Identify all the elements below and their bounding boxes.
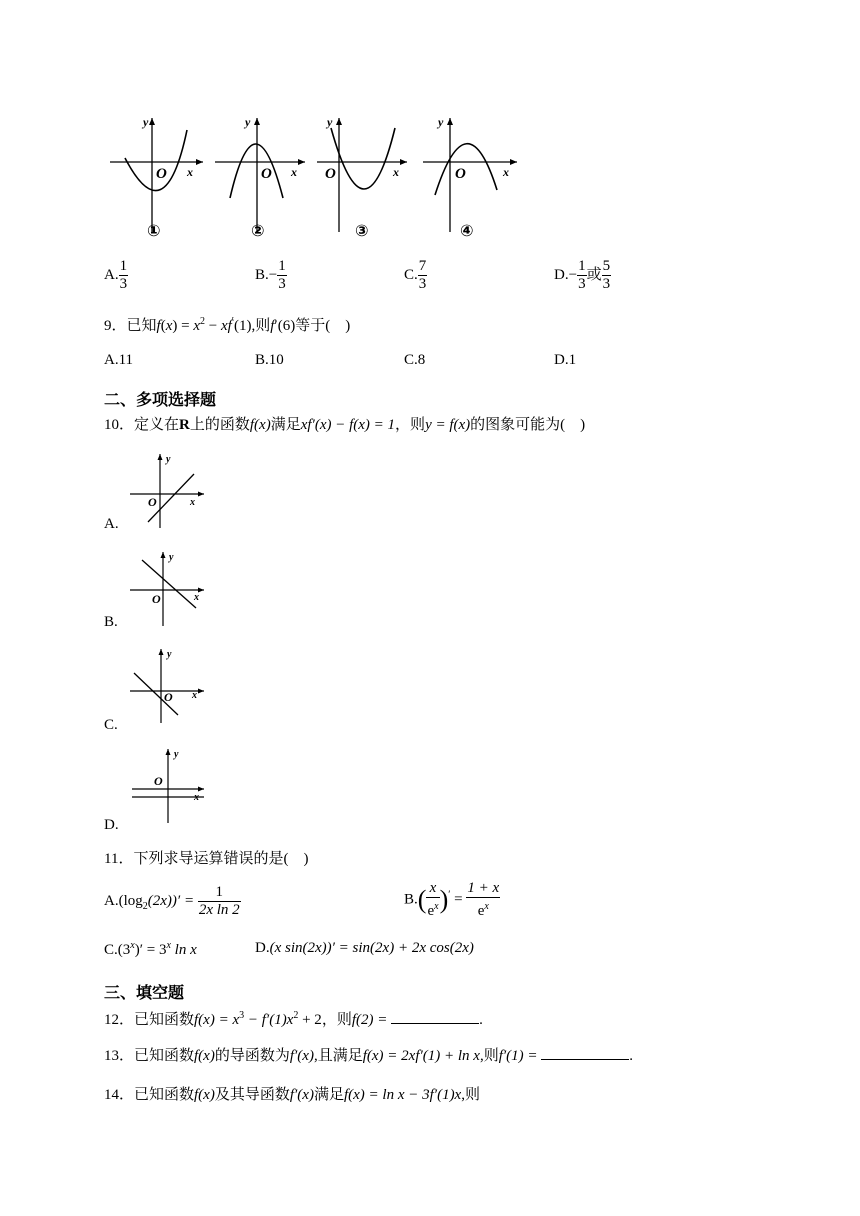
q8-g3-number: ③ — [355, 221, 369, 240]
q8-g3-x-label: x — [393, 165, 399, 179]
svg-text:y: y — [169, 552, 174, 563]
q8-option-a[interactable] — [104, 258, 128, 293]
q8-g4-y-label: y — [438, 115, 444, 129]
q8-option-d[interactable]: D.− $\frac{1}{3}$ 或 $\frac{5}{3}$ — [554, 258, 611, 292]
q8-graph-3 — [317, 115, 407, 240]
q10-option-b-label[interactable]: B. — [104, 614, 118, 630]
q11-option-c[interactable]: $C.(3^x)' = 3^x$ ln x — [104, 940, 197, 958]
q9-option-c[interactable]: C.8 — [404, 352, 426, 368]
svg-text:x: x — [190, 497, 195, 508]
q12-stem: 12．已知函数$f(x) = x^3 - f'(1)x^2 + 2$，则f(2) = . — [104, 1010, 483, 1028]
q8-g2-x-label: x — [291, 165, 297, 179]
q10-graph-b[interactable] — [128, 548, 210, 628]
svg-text:x: x — [194, 592, 199, 603]
q10-option-d-label[interactable]: D. — [104, 817, 119, 833]
option-letter: C. — [404, 266, 418, 283]
q10-graph-c[interactable] — [128, 645, 210, 725]
svg-text:y: y — [167, 649, 172, 660]
svg-text:x: x — [194, 792, 199, 803]
q8-graph-1 — [110, 115, 203, 240]
q10-graph-d[interactable] — [128, 745, 210, 825]
q11-option-a[interactable]: $A.(\log_2(2x))'$ = $\frac{1}{\text{2x ln 2}}$ — [104, 884, 240, 918]
q9-option-d[interactable]: D.1 — [554, 352, 577, 368]
q8-g3-y-label: y — [327, 115, 333, 129]
svg-text:O: O — [148, 495, 157, 509]
q8-g4-x-label: x — [503, 165, 509, 179]
q8-graph-row — [105, 110, 525, 245]
section-heading-multiple-choice: 二、多项选择题 — [104, 390, 217, 409]
q9-option-a[interactable]: A.11 — [104, 352, 134, 368]
q8-option-b[interactable]: B.− $\frac{1}{3}$ — [255, 258, 286, 292]
fraction: $\frac{7}{3}$ — [418, 258, 427, 292]
answer-blank[interactable] — [541, 1046, 629, 1060]
q8-g2-number: ② — [251, 221, 265, 240]
q10-graph-a[interactable] — [128, 450, 210, 530]
answer-blank[interactable] — [391, 1010, 479, 1024]
svg-text:x: x — [192, 690, 197, 701]
section-heading-fill-in: 三、填空题 — [104, 983, 185, 1002]
fraction: $\frac{1}{3}$ — [578, 258, 586, 292]
fraction: $\frac{1 + x}{e^x}$ — [467, 880, 500, 919]
q10-option-c-label[interactable]: C. — [104, 717, 118, 733]
q14-stem: 14．已知函数f(x)及其导函数f′(x)满足f(x) = ln x − 3f′(1)x,则 — [104, 1087, 480, 1103]
q10-option-a-label[interactable]: A. — [104, 516, 119, 532]
q13-stem: 13．已知函数f(x)的导函数为f′(x),且满足f(x) = 2xf′(1) + ln x,则f′(1) = . — [104, 1048, 634, 1064]
fraction: $\frac{1}{3}$ — [278, 258, 286, 292]
option-letter: A. — [104, 266, 119, 283]
svg-text:O: O — [154, 774, 163, 788]
fraction: $\frac{5}{3}$ — [602, 258, 611, 292]
q8-g3-origin: O — [325, 166, 336, 182]
fraction: $\frac{1}{3}$ — [119, 258, 128, 292]
q8-graph-2 — [215, 115, 305, 240]
q11-option-b[interactable]: B.( $\frac{x}{e^x}$ )′ = $\frac{1 + x}{e^x}$ — [404, 880, 500, 919]
q8-option-c[interactable] — [404, 258, 427, 293]
fraction: $\frac{x}{e^x}$ — [427, 880, 439, 919]
q9-stem: 9．已知$f(x) = x^2 - xf'(1)$,则f′(6)等于( ) — [104, 316, 351, 334]
q8-g1-y-label: y — [143, 115, 149, 129]
q8-g4-origin: O — [455, 166, 466, 182]
option-letter: D. — [554, 266, 569, 283]
fraction: $\frac{1}{\text{2x ln 2}}$ — [198, 884, 240, 918]
q8-g1-x-label: x — [187, 165, 193, 179]
svg-text:O: O — [152, 592, 161, 606]
q9-option-b[interactable]: B.10 — [255, 352, 284, 368]
q8-g1-number: ① — [147, 221, 161, 240]
svg-text:y: y — [166, 454, 171, 465]
q8-g2-y-label: y — [245, 115, 251, 129]
option-letter: B. — [255, 266, 269, 283]
q11-stem: 11．下列求导运算错误的是( ) — [104, 851, 309, 867]
q10-stem: 10．定义在R上的函数f(x)满足xf′(x) − f(x) = 1，则y = f(x)的图象可能为( ) — [104, 417, 586, 433]
svg-text:y: y — [174, 749, 179, 760]
svg-text:O: O — [164, 690, 173, 704]
q11-option-d[interactable]: D.(x sin(2x))′ = sin(2x) + 2x cos(2x) — [255, 940, 474, 956]
q8-graph-4 — [423, 115, 517, 240]
q8-g1-origin: O — [156, 166, 167, 182]
q8-g4-number: ④ — [460, 221, 474, 240]
q8-g2-origin: O — [261, 166, 272, 182]
